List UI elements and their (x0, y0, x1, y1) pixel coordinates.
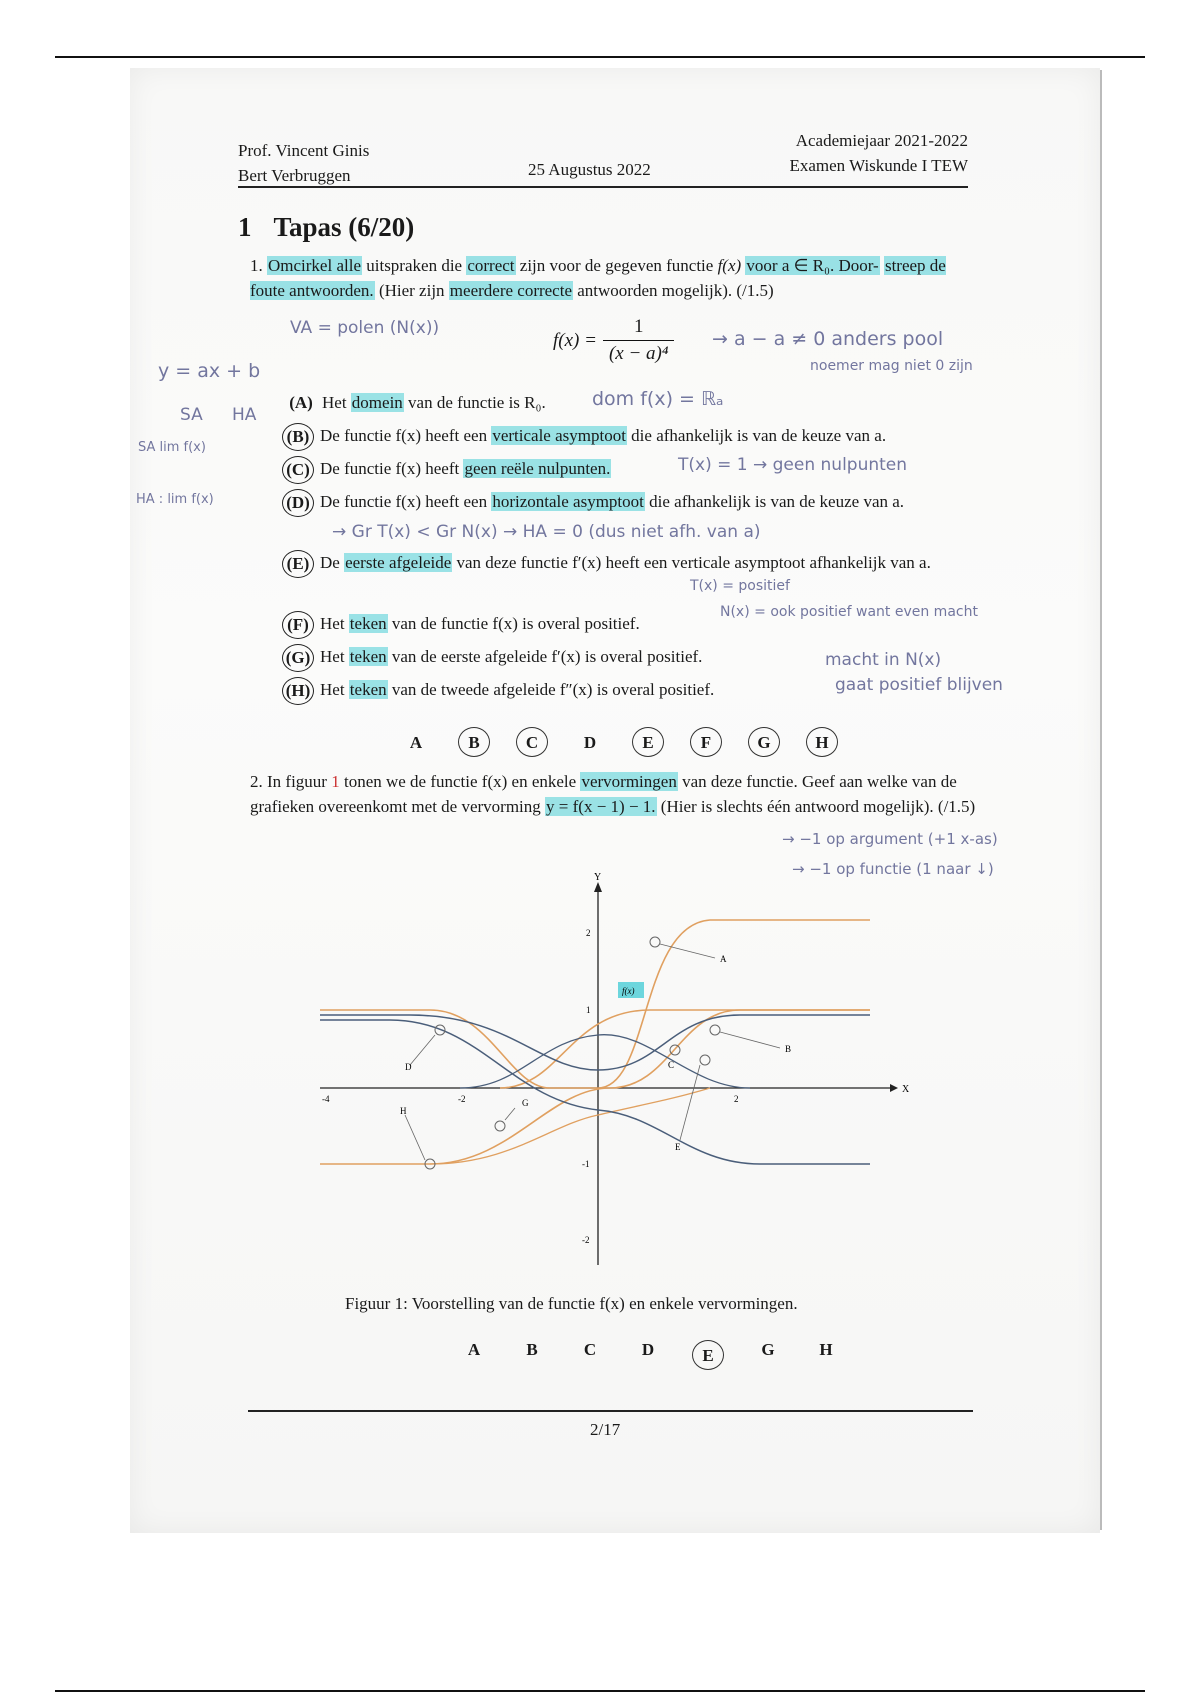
q1-part-2: correct (467, 256, 515, 275)
q2-text-c: van deze functie. Geef aan welke van de grafieken overeenkomt met de vervorming (250, 772, 957, 816)
y-tick: 1 (586, 1005, 591, 1015)
option-highlight: teken (349, 614, 387, 633)
curve-label-fx: f(x) (622, 986, 635, 996)
x-axis-arrow (890, 1084, 898, 1092)
hw-sa-lim: SA lim f(x) (138, 440, 206, 455)
y-axis-label: Y (594, 872, 602, 883)
academic-year: Academiejaar 2021-2022 (795, 131, 968, 150)
function-formula (553, 316, 674, 365)
header-authors (238, 138, 369, 188)
answer-h[interactable]: H (806, 727, 838, 757)
curve-label-b: B (785, 1044, 792, 1054)
q1-number: 1. (250, 256, 263, 275)
option-highlight: domein (351, 393, 403, 412)
option-label: (C) (282, 456, 314, 484)
page-number: 2/17 (590, 1420, 621, 1439)
q1-part-0: Omcirkel alle (268, 256, 361, 275)
answer-b[interactable]: B (458, 727, 490, 757)
option-label: (D) (282, 489, 314, 517)
marker (710, 1025, 720, 1035)
x-tick: -2 (458, 1094, 466, 1104)
option-label: (B) (282, 423, 314, 451)
header-rule (238, 186, 968, 188)
option-label: (G) (282, 644, 314, 672)
q2-answer-row (460, 1340, 840, 1370)
option-highlight: verticale asymptoot (492, 426, 626, 445)
curve-e (320, 1010, 870, 1164)
option-text: die afhankelijk is van de keuze van a. (649, 492, 905, 511)
option-label: (A) (289, 393, 313, 412)
hw-sa: SA (180, 405, 203, 425)
x-tick: -4 (322, 1094, 330, 1104)
option-highlight: teken (349, 647, 387, 666)
option-text: van de functie f(x) is overal positief. (391, 614, 640, 633)
answer-f[interactable]: F (690, 727, 722, 757)
q2-highlight-2: y = f(x − 1) − 1. (546, 797, 656, 816)
formula-fraction (603, 316, 675, 365)
option-text: De (320, 553, 340, 572)
curve-c (460, 1035, 750, 1088)
option-text: van deze functie f′(x) heeft een verticale asymptoot afhankelijk van a. (456, 553, 931, 572)
option-text: Het (320, 647, 345, 666)
option-text: van de functie is R₀. (408, 393, 546, 412)
page-edge (1100, 70, 1102, 1530)
hw-stays-positive-note: gaat positief blijven (835, 675, 1003, 695)
q1-part-4: f(x) (717, 256, 742, 275)
bottom-rule (55, 1690, 1145, 1692)
answer-d[interactable]: D (641, 1340, 655, 1359)
q1-part-9: antwoorden mogelijk). (/1.5) (577, 281, 774, 300)
leader-line (720, 1032, 780, 1048)
option-b[interactable] (280, 423, 980, 451)
curve-label-d: D (405, 1062, 412, 1072)
hw-va-note: VA = polen (N(x)) (290, 318, 440, 338)
option-text: De functie f(x) heeft een (320, 426, 488, 445)
formula-denominator: (x − a)⁴ (603, 340, 675, 365)
q1-answer-row (400, 727, 838, 757)
answer-b[interactable]: B (526, 1340, 538, 1359)
hw-function-note: → −1 op functie (1 naar ↓) (792, 860, 994, 878)
option-label: (H) (282, 677, 314, 705)
author-2: Bert Verbruggen (238, 166, 351, 185)
x-tick: 2 (734, 1094, 739, 1104)
hw-pole-note: → a − a ≠ 0 anders pool (712, 328, 944, 350)
answer-a[interactable]: A (467, 1340, 481, 1359)
marker (700, 1055, 710, 1065)
option-highlight: geen reële nulpunten. (464, 459, 611, 478)
figure-caption: Figuur 1: Voorstelling van de functie f(x) en enkele vervormingen. (345, 1294, 798, 1313)
curve-label-e: E (675, 1142, 681, 1152)
marker (650, 937, 660, 947)
y-tick: -2 (582, 1235, 590, 1245)
option-label: (F) (282, 611, 314, 639)
hw-denominator-note: noemer mag niet 0 zijn (810, 358, 973, 374)
function-figure (310, 870, 910, 1270)
curve-label-a: A (720, 954, 727, 964)
option-highlight: eerste afgeleide (345, 553, 452, 572)
option-text: Het (322, 393, 347, 412)
curve-label-c: C (668, 1060, 675, 1070)
option-text: De functie f(x) heeft (320, 459, 460, 478)
y-tick: 2 (586, 928, 591, 938)
y-axis-arrow (594, 882, 602, 892)
q1-part-8: meerdere correcte (449, 281, 573, 300)
formula-lhs: f(x) = (553, 329, 597, 351)
formula-numerator: 1 (633, 316, 644, 337)
option-text: Het (320, 680, 345, 699)
q1-part-6: streep de foute antwoorden. (250, 256, 946, 300)
leader-line (680, 1065, 700, 1140)
answer-g[interactable]: G (748, 727, 780, 757)
hw-zeros-note: T(x) = 1 → geen nulpunten (678, 455, 908, 475)
author-1: Prof. Vincent Ginis (238, 141, 370, 160)
y-tick: -1 (582, 1159, 590, 1169)
hw-ha-lim: HA : lim f(x) (136, 492, 214, 507)
answer-a[interactable]: A (409, 733, 423, 752)
x-axis-label: X (902, 1084, 910, 1095)
hw-domain-note: dom f(x) = ℝₐ (592, 388, 724, 410)
q2-text-d: (Hier is slechts één antwoord mogelijk). (/1.5) (660, 797, 976, 816)
option-e[interactable] (280, 550, 980, 578)
hw-ha: HA (232, 405, 257, 425)
marker (495, 1121, 505, 1131)
answer-d[interactable]: D (583, 733, 597, 752)
curve-label-h: H (400, 1106, 407, 1116)
question-1-text (250, 253, 980, 303)
curve-a (320, 920, 870, 1088)
footer-rule (248, 1410, 973, 1412)
q1-part-3: zijn voor de gegeven functie (519, 256, 714, 275)
hw-positive-note-2: N(x) = ook positief want even macht (720, 604, 978, 620)
q2-figure-ref[interactable]: 1 (331, 772, 340, 791)
answer-h[interactable]: H (819, 1340, 833, 1359)
header-course (758, 128, 968, 178)
hw-linear-eq: y = ax + b (158, 360, 261, 382)
q1-part-5: voor a ∈ R₀. Door- (746, 256, 879, 275)
exam-title: Examen Wiskunde I TEW (789, 156, 968, 175)
curve-label-g: G (522, 1098, 529, 1108)
hw-power-note: macht in N(x) (825, 650, 942, 670)
hw-argument-note: → −1 op argument (+1 x-as) (782, 830, 998, 848)
answer-c[interactable]: C (583, 1340, 597, 1359)
hw-positive-note-1: T(x) = positief (690, 578, 790, 594)
leader-line (410, 1035, 435, 1065)
q1-part-1: uitspraken die (366, 256, 463, 275)
leader-line (505, 1108, 515, 1120)
answer-c[interactable]: C (516, 727, 548, 757)
section-number: 1 (238, 212, 252, 242)
answer-e[interactable]: E (632, 727, 664, 757)
q2-number: 2. (250, 772, 263, 791)
curve-f (500, 1010, 870, 1088)
curve-g (320, 1020, 870, 1164)
section-title (238, 212, 414, 243)
answer-e[interactable]: E (692, 1340, 724, 1370)
hw-degree-note: → Gr T(x) < Gr N(x) → HA = 0 (dus niet afh. van a) (332, 522, 761, 542)
section-label: Tapas (6/20) (273, 212, 415, 242)
top-rule (55, 56, 1145, 58)
option-label: (E) (282, 550, 314, 578)
q1-part-7: (Hier zijn (378, 281, 445, 300)
exam-date: 25 Augustus 2022 (528, 160, 651, 179)
q2-text-b: tonen we de functie f(x) en enkele (343, 772, 577, 791)
option-highlight: horizontale asymptoot (492, 492, 644, 511)
option-text: van de eerste afgeleide f′(x) is overal positief. (391, 647, 703, 666)
q2-text-a: In figuur (267, 772, 327, 791)
option-text: Het (320, 614, 345, 633)
option-d[interactable] (280, 489, 980, 517)
option-text: De functie f(x) heeft een (320, 492, 488, 511)
option-highlight: teken (349, 680, 387, 699)
answer-g[interactable]: G (761, 1340, 775, 1359)
option-text: die afhankelijk is van de keuze van a. (631, 426, 887, 445)
question-2-text (250, 769, 980, 819)
option-text: van de tweede afgeleide f″(x) is overal positief. (391, 680, 715, 699)
curve-b (320, 1015, 870, 1070)
leader-line (405, 1115, 425, 1160)
q2-highlight-1: vervormingen (581, 772, 677, 791)
